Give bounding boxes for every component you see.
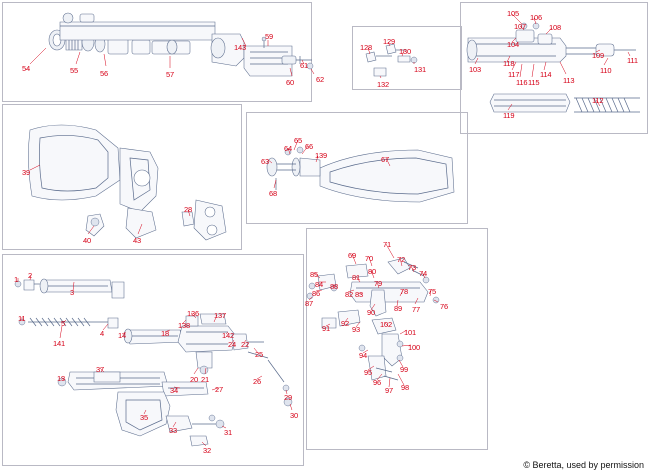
callout-94: 94: [359, 351, 367, 360]
callout-57: 57: [166, 70, 174, 79]
callout-85: 85: [310, 270, 318, 279]
callout-62: 62: [316, 75, 324, 84]
callout-96: 96: [373, 378, 381, 387]
callout-130: 130: [399, 47, 411, 56]
callout-141: 141: [53, 339, 65, 348]
callout-63: 63: [261, 157, 269, 166]
callout-131: 131: [414, 65, 426, 74]
callout-14: 14: [118, 331, 126, 340]
callout-90: 90: [367, 308, 375, 317]
callout-132: 132: [377, 80, 389, 89]
callout-128: 128: [360, 43, 372, 52]
callout-108: 108: [549, 23, 561, 32]
callout-21: 21: [201, 375, 209, 384]
callout-76: 76: [440, 302, 448, 311]
callout-30: 30: [290, 411, 298, 420]
callout-24: 24: [228, 340, 236, 349]
callout-112: 112: [592, 96, 604, 105]
stock-group: [28, 125, 226, 240]
callout-138: 138: [178, 321, 190, 330]
callout-55: 55: [70, 66, 78, 75]
callout-107: 107: [514, 22, 526, 31]
callout-105: 105: [507, 9, 519, 18]
callout-111: 111: [627, 56, 638, 65]
callout-4: 4: [100, 329, 104, 338]
callout-18: 18: [161, 329, 169, 338]
callout-43: 43: [133, 236, 141, 245]
callout-82: 82: [345, 290, 353, 299]
receiver-group: [15, 279, 292, 446]
callout-87: 87: [305, 299, 313, 308]
callout-88: 88: [330, 282, 338, 291]
callout-119: 119: [503, 111, 515, 120]
callout-109: 109: [592, 51, 604, 60]
callout-5: 5: [61, 319, 65, 328]
callout-11: 11: [18, 314, 26, 323]
callout-89: 89: [394, 304, 402, 313]
callout-35: 35: [140, 413, 148, 422]
callout-129: 129: [383, 37, 395, 46]
callout-20: 20: [190, 375, 198, 384]
callout-102: 102: [380, 320, 392, 329]
callout-56: 56: [100, 69, 108, 78]
callout-97: 97: [385, 386, 393, 395]
callout-68: 68: [269, 189, 277, 198]
callout-75: 75: [428, 287, 436, 296]
callout-39: 39: [22, 168, 30, 177]
callout-13: 13: [57, 374, 65, 383]
callout-71: 71: [383, 240, 391, 249]
barrel-group: [49, 13, 313, 76]
callout-110: 110: [600, 66, 612, 75]
callout-103: 103: [469, 65, 481, 74]
callout-73: 73: [408, 263, 416, 272]
callout-2: 2: [28, 271, 32, 280]
callout-117: 117: [508, 70, 520, 79]
callout-78: 78: [400, 287, 408, 296]
callout-92: 92: [341, 319, 349, 328]
callout-83: 83: [355, 290, 363, 299]
callout-91: 91: [322, 324, 330, 333]
callout-40: 40: [83, 236, 91, 245]
callout-81: 81: [352, 273, 360, 282]
callout-26: 26: [253, 377, 261, 386]
callout-37: 37: [96, 365, 104, 374]
callout-34: 34: [170, 386, 178, 395]
callout-74: 74: [419, 269, 427, 278]
callout-77: 77: [412, 305, 420, 314]
callout-64: 64: [284, 144, 292, 153]
callout-67: 67: [381, 155, 389, 164]
callout-84: 84: [315, 280, 323, 289]
callout-3: 3: [70, 288, 74, 297]
bolt-group: [467, 23, 640, 112]
callout-142: 142: [222, 331, 234, 340]
callout-22: 22: [241, 340, 249, 349]
callout-54: 54: [22, 64, 30, 73]
callout-33: 33: [169, 426, 177, 435]
callout-137: 137: [214, 311, 226, 320]
callout-32: 32: [203, 446, 211, 455]
callout-79: 79: [374, 279, 382, 288]
callout-72: 72: [397, 255, 405, 264]
callout-70: 70: [365, 254, 373, 263]
callout-113: 113: [563, 76, 575, 85]
callout-29: 29: [284, 393, 292, 402]
callout-98: 98: [401, 383, 409, 392]
callout-86: 86: [312, 289, 320, 298]
callout-93: 93: [352, 325, 360, 334]
callout-118: 118: [503, 59, 515, 68]
callout-25: 25: [255, 350, 263, 359]
callout-1: 1: [14, 275, 18, 284]
callout-136: 136: [187, 309, 199, 318]
callout-104: 104: [507, 40, 519, 49]
callout-28: 28: [184, 205, 192, 214]
callout-101: 101: [404, 328, 416, 337]
callout-139: 139: [315, 151, 327, 160]
callout-106: 106: [530, 13, 542, 22]
callout-114: 114: [540, 70, 552, 79]
callout-61: 61: [300, 61, 308, 70]
callout-143: 143: [234, 43, 246, 52]
callout-27: 27: [215, 385, 223, 394]
callout-100: 100: [408, 343, 420, 352]
copyright-credit: © Beretta, used by permission: [523, 460, 644, 470]
callout-31: 31: [224, 428, 232, 437]
callout-65: 65: [294, 136, 302, 145]
callout-80: 80: [368, 267, 376, 276]
callout-59: 59: [265, 32, 273, 41]
callout-60: 60: [286, 78, 294, 87]
callout-115: 115: [528, 78, 540, 87]
callout-95: 95: [364, 368, 372, 377]
callout-66: 66: [305, 142, 313, 151]
callout-69: 69: [348, 251, 356, 260]
callout-99: 99: [400, 365, 408, 374]
callout-116: 116: [516, 78, 528, 87]
